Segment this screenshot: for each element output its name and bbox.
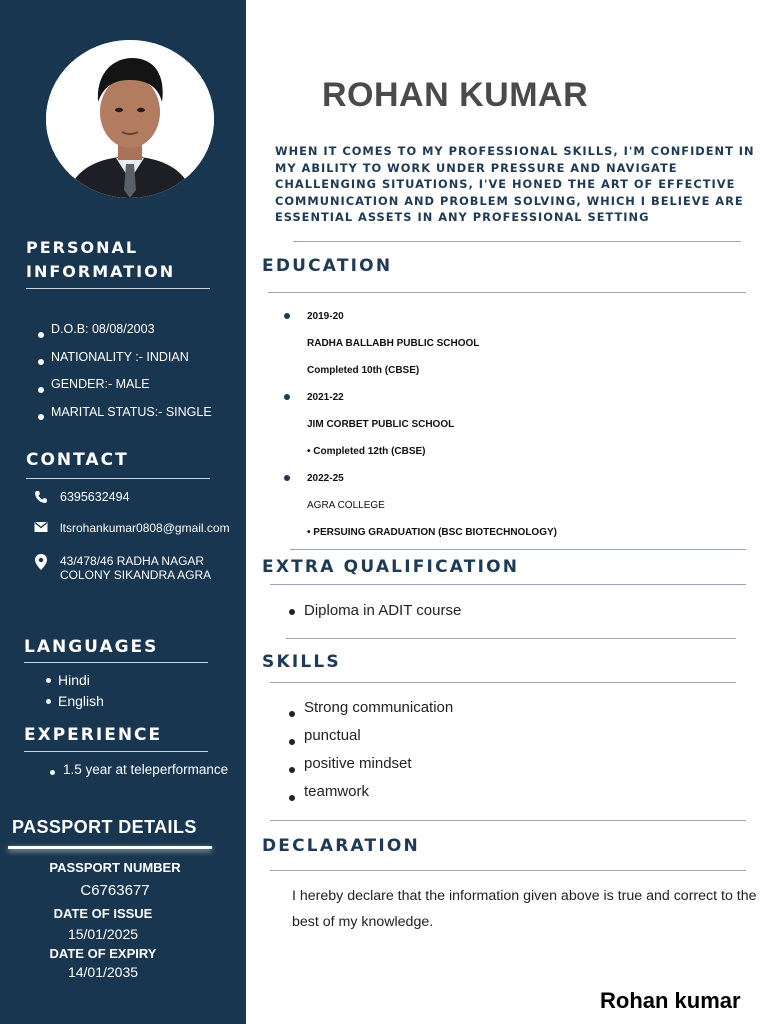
education-year: 2019-20 <box>307 311 344 322</box>
page-title: ROHAN KUMAR <box>322 76 589 114</box>
divider <box>26 478 210 479</box>
bullet <box>284 394 290 400</box>
list-item: Strong communication <box>289 699 453 727</box>
contact-address <box>34 554 230 582</box>
list-item: Hindi <box>46 670 104 691</box>
experience-heading: EXPERIENCE <box>24 725 163 745</box>
phone-icon <box>34 490 50 504</box>
passport-number-label: PASSPORT NUMBER <box>49 860 181 875</box>
education-heading: EDUCATION <box>262 256 393 276</box>
divider <box>8 846 212 849</box>
education-school: AGRA COLLEGE <box>307 500 385 511</box>
divider <box>290 549 746 550</box>
list-item: English <box>46 691 104 712</box>
list-item: MARITAL STATUS:- SINGLE <box>38 403 212 431</box>
personal-info-list <box>38 320 212 430</box>
location-pin-icon <box>34 554 50 568</box>
list-item: teamwork <box>289 783 453 811</box>
passport-number: C6763677 <box>80 882 150 899</box>
education-detail: • Completed 12th (CBSE) <box>307 446 426 457</box>
education-school: RADHA BALLABH PUBLIC SCHOOL <box>307 338 480 349</box>
bullet <box>284 313 290 319</box>
education-detail: Completed 10th (CBSE) <box>307 365 420 376</box>
list-item: punctual <box>289 727 453 755</box>
education-school: JIM CORBET PUBLIC SCHOOL <box>307 419 455 430</box>
email-icon <box>34 521 50 535</box>
declaration-heading: DECLARATION <box>262 836 420 856</box>
professional-summary: WHEN IT COMES TO MY PROFESSIONAL SKILLS, I'M CONFIDENT IN MY ABILITY TO WORK UNDER PRESSURE AND NAVIGATE CHALLENGING SITUATIONS, I'VE HONED THE ART OF EFFECTIVE COMMUNICATION AND PROBLEM SOLVING, WHICH I BELIEVE ARE ESSENTIAL ASSETS IN ANY PROFESSIONAL SETTING <box>275 144 755 225</box>
languages-list <box>46 670 104 712</box>
divider <box>293 241 741 242</box>
list-item: GENDER:- MALE <box>38 375 212 403</box>
signature: Rohan kumar <box>600 988 741 1013</box>
address-text: 43/478/46 RADHA NAGAR COLONY SIKANDRA AGRA <box>60 554 212 582</box>
divider <box>270 820 746 821</box>
phone-number: 6395632494 <box>60 490 130 504</box>
issue-date: 15/01/2025 <box>67 926 139 942</box>
divider <box>24 662 208 663</box>
divider <box>26 288 210 289</box>
list-item: positive mindset <box>289 755 453 783</box>
education-detail: • PERSUING GRADUATION (BSC BIOTECHNOLOGY) <box>307 527 557 538</box>
extra-qualification-heading: EXTRA QUALIFICATION <box>262 557 520 577</box>
list-item: D.O.B: 08/08/2003 <box>38 320 212 348</box>
issue-date-label: DATE OF ISSUE <box>53 906 153 921</box>
divider <box>270 584 746 585</box>
divider <box>24 751 208 752</box>
expiry-date-label: DATE OF EXPIRY <box>49 946 157 961</box>
profile-photo <box>46 40 214 198</box>
experience-list <box>50 760 230 779</box>
divider <box>286 638 736 639</box>
extra-qualification-list <box>289 602 461 619</box>
skills-list <box>289 699 453 811</box>
passport-heading: PASSPORT DETAILS <box>12 817 197 837</box>
list-item: Diploma in ADIT course <box>289 602 461 619</box>
contact-heading: CONTACT <box>26 450 129 470</box>
skills-heading: SKILLS <box>262 652 341 672</box>
education-year: 2021-22 <box>307 392 344 403</box>
sidebar <box>0 0 246 1024</box>
email-address: ltsrohankumar0808@gmail.com <box>60 521 230 535</box>
list-item: NATIONALITY :- INDIAN <box>38 348 212 376</box>
contact-email <box>34 521 230 535</box>
languages-heading: LANGUAGES <box>24 637 159 657</box>
divider <box>270 870 746 871</box>
contact-phone <box>34 490 130 504</box>
education-year: 2022-25 <box>307 473 344 484</box>
expiry-date: 14/01/2035 <box>67 964 139 980</box>
list-item: 1.5 year at teleperformance <box>50 760 230 779</box>
bullet <box>284 475 290 481</box>
divider <box>268 292 746 293</box>
personal-info-heading: PERSONAL INFORMATION <box>26 238 176 281</box>
divider <box>270 682 736 683</box>
declaration-text: I hereby declare that the information given above is true and correct to the best of my knowledge. <box>292 888 757 930</box>
